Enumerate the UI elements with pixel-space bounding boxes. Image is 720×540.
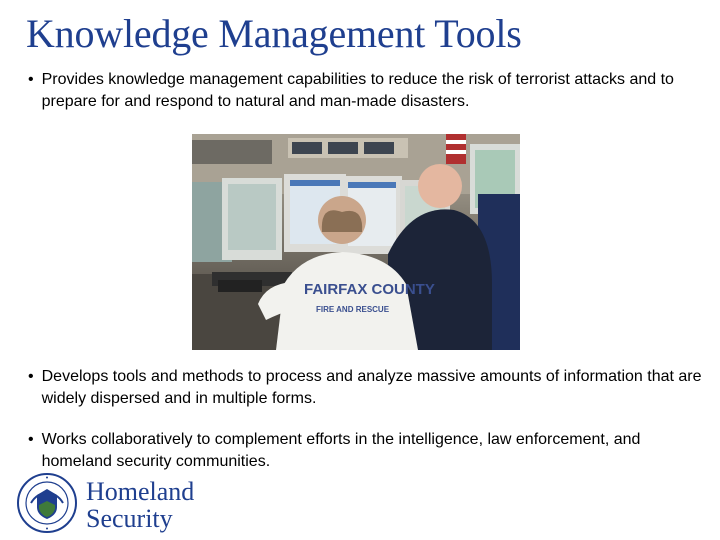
bullet-marker: • [28, 71, 34, 88]
bullet-item [28, 429, 708, 473]
shirt-text-back: FIRE AND RESCUE [316, 305, 390, 314]
bullet-text: Develops tools and methods to process and analyze massive amounts of information that are widely dispersed and in multiple forms. [41, 368, 702, 407]
bullet-item [28, 69, 708, 113]
logo-line2: Security [86, 504, 173, 533]
logo-line1: Homeland [86, 477, 195, 506]
shirt-text-front: FAIRFAX COUNTY [304, 281, 435, 298]
bullet-text: Provides knowledge management capabilities to reduce the risk of terrorist attacks and to prepare for and respond to natural and man-made disasters. [41, 71, 674, 110]
photo-illustration [192, 134, 520, 350]
dhs-seal-icon [17, 473, 77, 533]
operations-center-photo [192, 134, 520, 350]
slide-title: Knowledge Management Tools [26, 11, 522, 56]
logo-wordmark [86, 478, 194, 532]
bullet-text: Works collaboratively to complement efforts in the intelligence, law enforcement, and homeland security communities. [41, 431, 641, 470]
bullet-marker: • [28, 431, 34, 448]
bullet-item [28, 366, 708, 410]
bullet-marker: • [28, 368, 34, 385]
